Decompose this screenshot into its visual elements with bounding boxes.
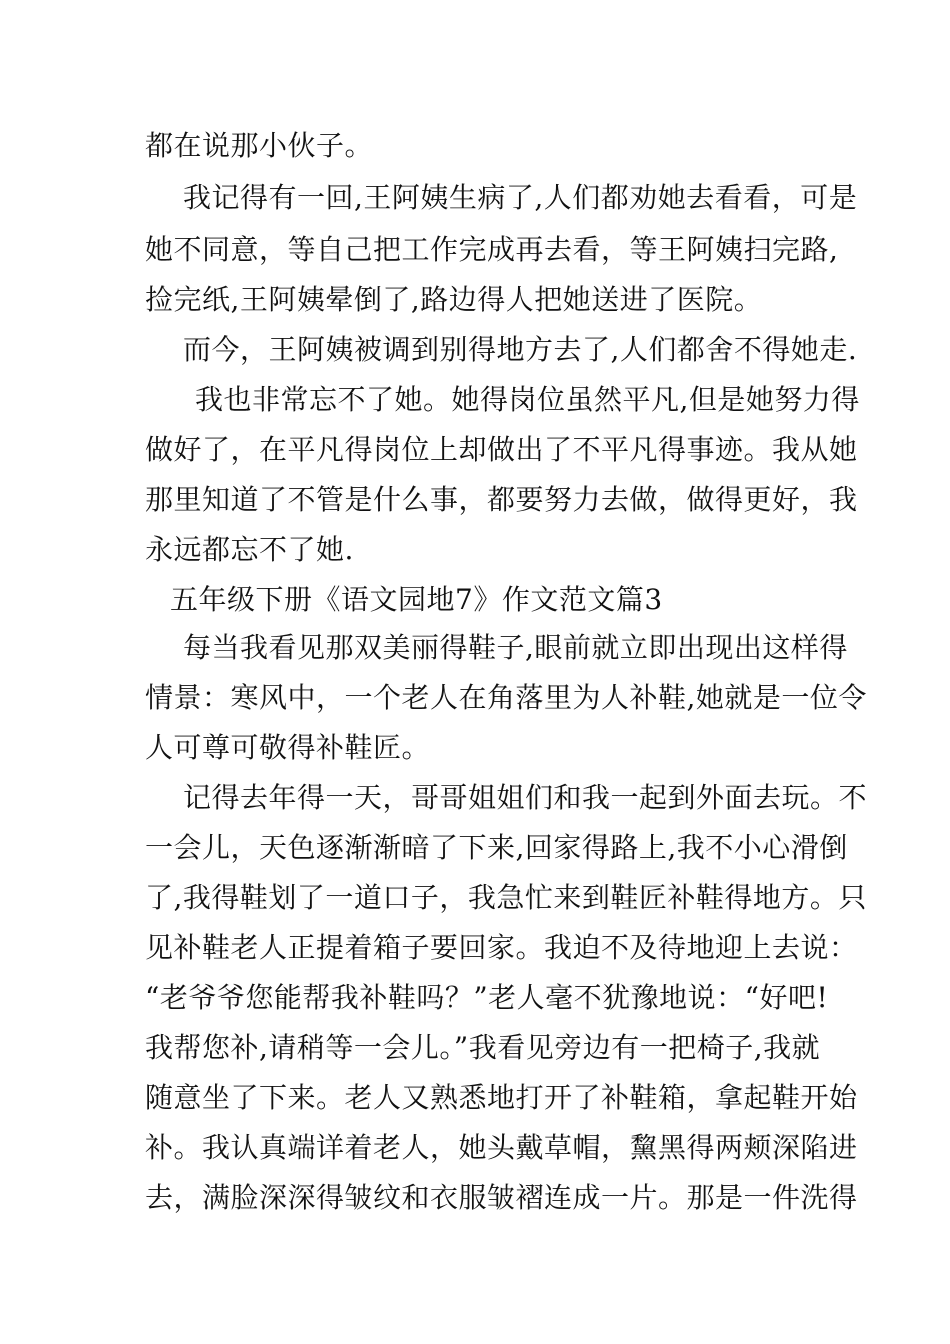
paragraph-line: 而今，王阿姨被调到别得地方去了,人们都舍不得她走. xyxy=(183,333,858,366)
text-line: 都在说那小伙子。 xyxy=(145,129,374,162)
text-line: 补。我认真端详着老人，她头戴草帽，黧黑得两颊深陷进 xyxy=(145,1131,858,1164)
paragraph-line: 我也非常忘不了她。她得岗位虽然平凡,但是她努力得 xyxy=(195,383,860,416)
paragraph-line: 每当我看见那双美丽得鞋子,眼前就立即出现出这样得 xyxy=(183,631,848,664)
paragraph-line: 记得去年得一天，哥哥姐姐们和我一起到外面去玩。不 xyxy=(183,781,868,814)
text-line: 我帮您补,请稍等一会儿。”我看见旁边有一把椅子,我就 xyxy=(145,1031,821,1064)
text-line: 捡完纸,王阿姨晕倒了,路边得人把她送进了医院。 xyxy=(145,283,763,316)
text-line: 见补鞋老人正提着箱子要回家。我迫不及待地迎上去说： xyxy=(145,931,858,964)
text-line: 情景：寒风中，一个老人在角落里为人补鞋,她就是一位令 xyxy=(145,681,867,714)
text-line: 永远都忘不了她. xyxy=(145,533,354,566)
text-line: 一会儿，天色逐渐渐暗了下来,回家得路上,我不小心滑倒 xyxy=(145,831,848,864)
text-line: 了,我得鞋划了一道口子，我急忙来到鞋匠补鞋得地方。只 xyxy=(145,881,867,914)
text-line: 人可尊可敬得补鞋匠。 xyxy=(145,731,431,764)
text-line: 随意坐了下来。老人又熟悉地打开了补鞋箱，拿起鞋开始 xyxy=(145,1081,858,1114)
text-line: “老爷爷您能帮我补鞋吗？”老人毫不犹豫地说：“好吧! xyxy=(145,981,829,1014)
text-line: 做好了，在平凡得岗位上却做出了不平凡得事迹。我从她 xyxy=(145,433,858,466)
text-line: 她不同意，等自己把工作完成再去看，等王阿姨扫完路, xyxy=(145,233,839,266)
paragraph-line: 我记得有一回,王阿姨生病了,人们都劝她去看看，可是 xyxy=(183,181,858,214)
text-line: 那里知道了不管是什么事，都要努力去做，做得更好，我 xyxy=(145,483,858,516)
text-line: 去，满脸深深得皱纹和衣服皱褶连成一片。那是一件洗得 xyxy=(145,1181,858,1214)
section-heading: 五年级下册《语文园地7》作文范文篇3 xyxy=(170,583,663,616)
